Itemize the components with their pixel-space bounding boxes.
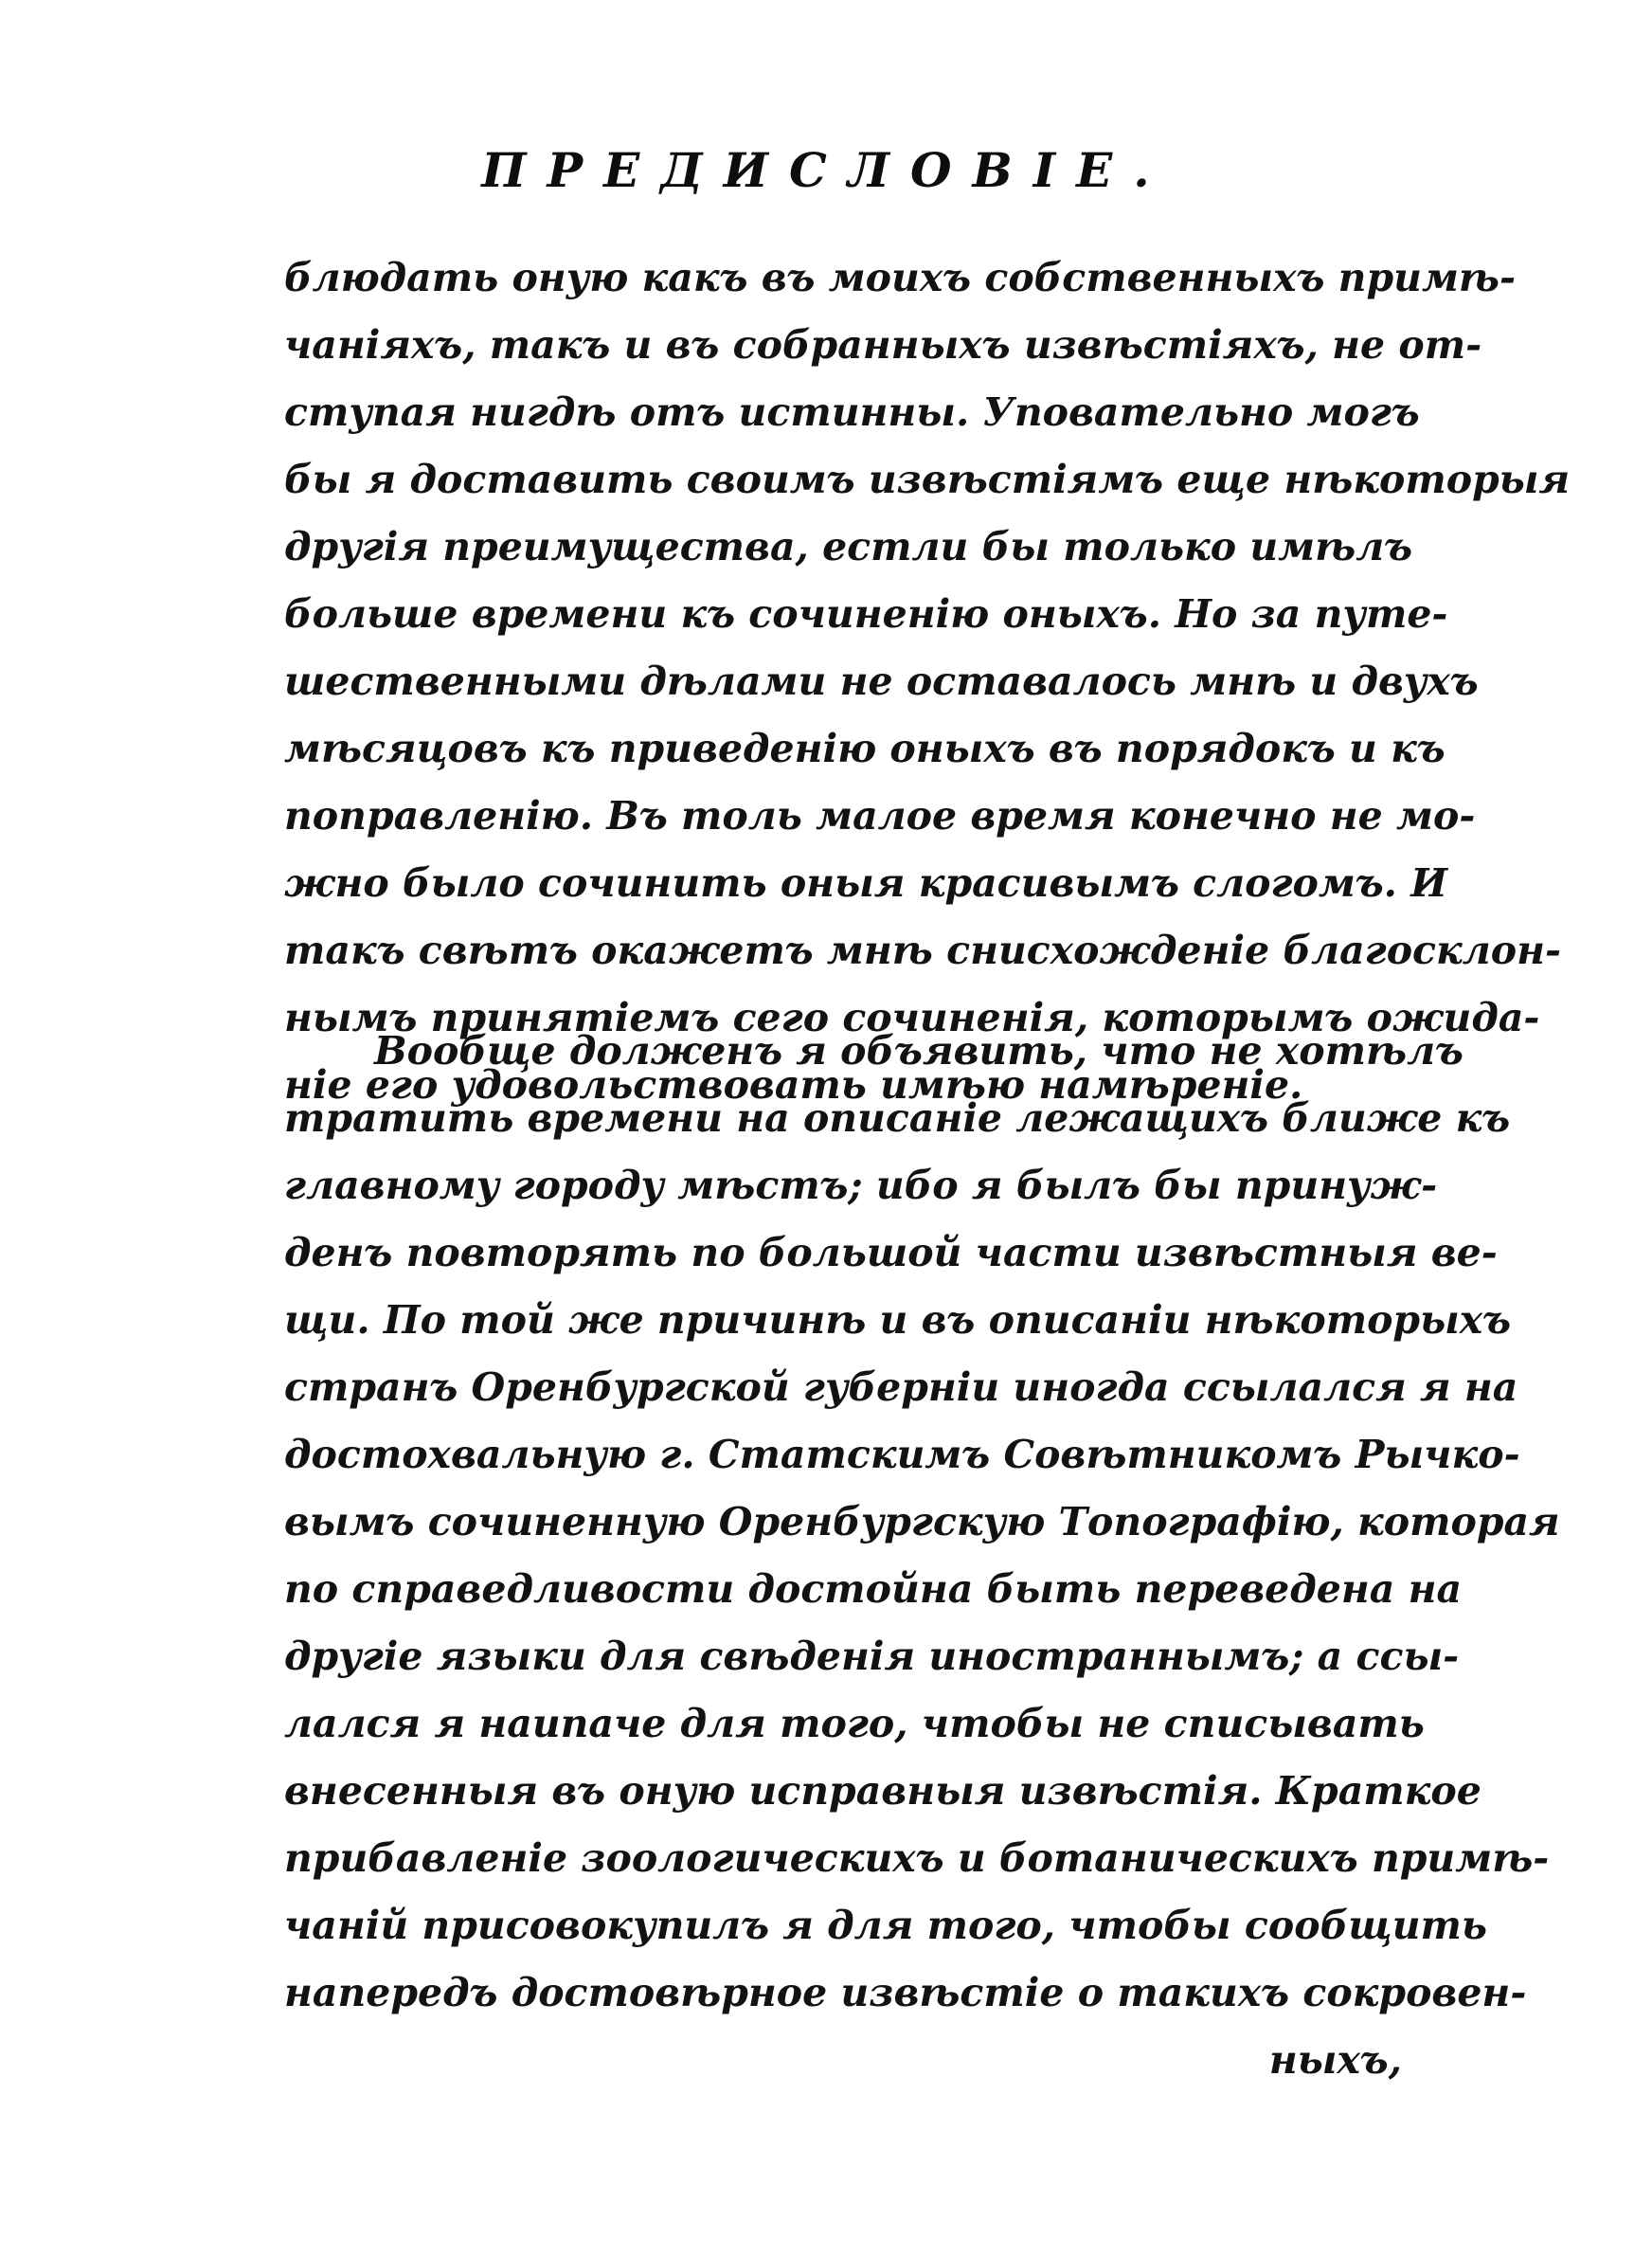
text-line: внесенныя въ оную исправныя извѣстія. Краткое: [284, 1768, 1481, 1814]
text-line: тратить времени на описаніе лежащихъ ближе къ: [284, 1095, 1511, 1141]
paragraph-2: [284, 1018, 1560, 2094]
text-line: странъ Оренбургской губерніи иногда ссылался я на: [284, 1364, 1518, 1410]
text-line: нымъ принятіемъ сего сочиненія, которымъ ожида-: [284, 995, 1540, 1040]
running-title: ПРЕДИСЛОВІЕ.: [481, 142, 1171, 198]
text-line: главному городу мѣстъ; ибо я былъ бы принуж-: [284, 1163, 1438, 1208]
text-line: по справедливости достойна быть переведена на: [284, 1566, 1463, 1612]
text-line: больше времени къ сочиненію оныхъ. Но за путе-: [284, 591, 1448, 637]
text-line: другія преимущества, естли бы только имѣлъ: [284, 524, 1413, 569]
text-line: вымъ сочиненную Оренбургскую Топографію, которая: [284, 1499, 1560, 1544]
text-line: ніе его удовольствовать имѣю намѣреніе.: [284, 1062, 1303, 1108]
text-line: другіе языки для свѣденія иностраннымъ; а ссы-: [284, 1634, 1460, 1679]
text-line: лался я наипаче для того, чтобы не списывать: [284, 1701, 1425, 1746]
text-line: бы я доставить своимъ извѣстіямъ еще нѣкоторыя: [284, 457, 1571, 502]
text-line: Вообще долженъ я объявить, что не хотѣлъ: [374, 1028, 1463, 1074]
text-line: чаній присовокупилъ я для того, чтобы сообщить: [284, 1903, 1487, 1948]
text-line: достохвальную г. Статскимъ Совѣтникомъ Рычко-: [284, 1432, 1520, 1477]
text-line: шественными дѣлами не оставалось мнѣ и двухъ: [284, 659, 1479, 704]
text-line: щи. По той же причинѣ и въ описаніи нѣкоторыхъ: [284, 1297, 1512, 1343]
text-line: поправленію. Въ толь малое время конечно не мо-: [284, 793, 1476, 839]
text-line: ступая нигдѣ отъ истинны. Уповательно могъ: [284, 389, 1420, 435]
text-line: чаніяхъ, такъ и въ собранныхъ извѣстіяхъ, не от-: [284, 322, 1482, 368]
text-line: мѣсяцовъ къ приведенію оныхъ въ порядокъ и къ: [284, 726, 1446, 771]
catchword: ныхъ,: [1268, 2037, 1402, 2083]
text-line: блюдать оную какъ въ моихъ собственныхъ примѣ-: [284, 255, 1516, 300]
text-line: денъ повторять по большой части извѣстныя ве-: [284, 1230, 1498, 1275]
text-line: такъ свѣтъ окажетъ мнѣ снисхожденіе благосклон-: [284, 928, 1562, 973]
text-line: жно было сочинить оныя красивымъ слогомъ. И: [284, 860, 1447, 906]
text-line: прибавленіе зоологическихъ и ботаническихъ примѣ-: [284, 1835, 1550, 1881]
text-line: напередъ достовѣрное извѣстіе о такихъ сокровен-: [284, 1970, 1527, 2015]
